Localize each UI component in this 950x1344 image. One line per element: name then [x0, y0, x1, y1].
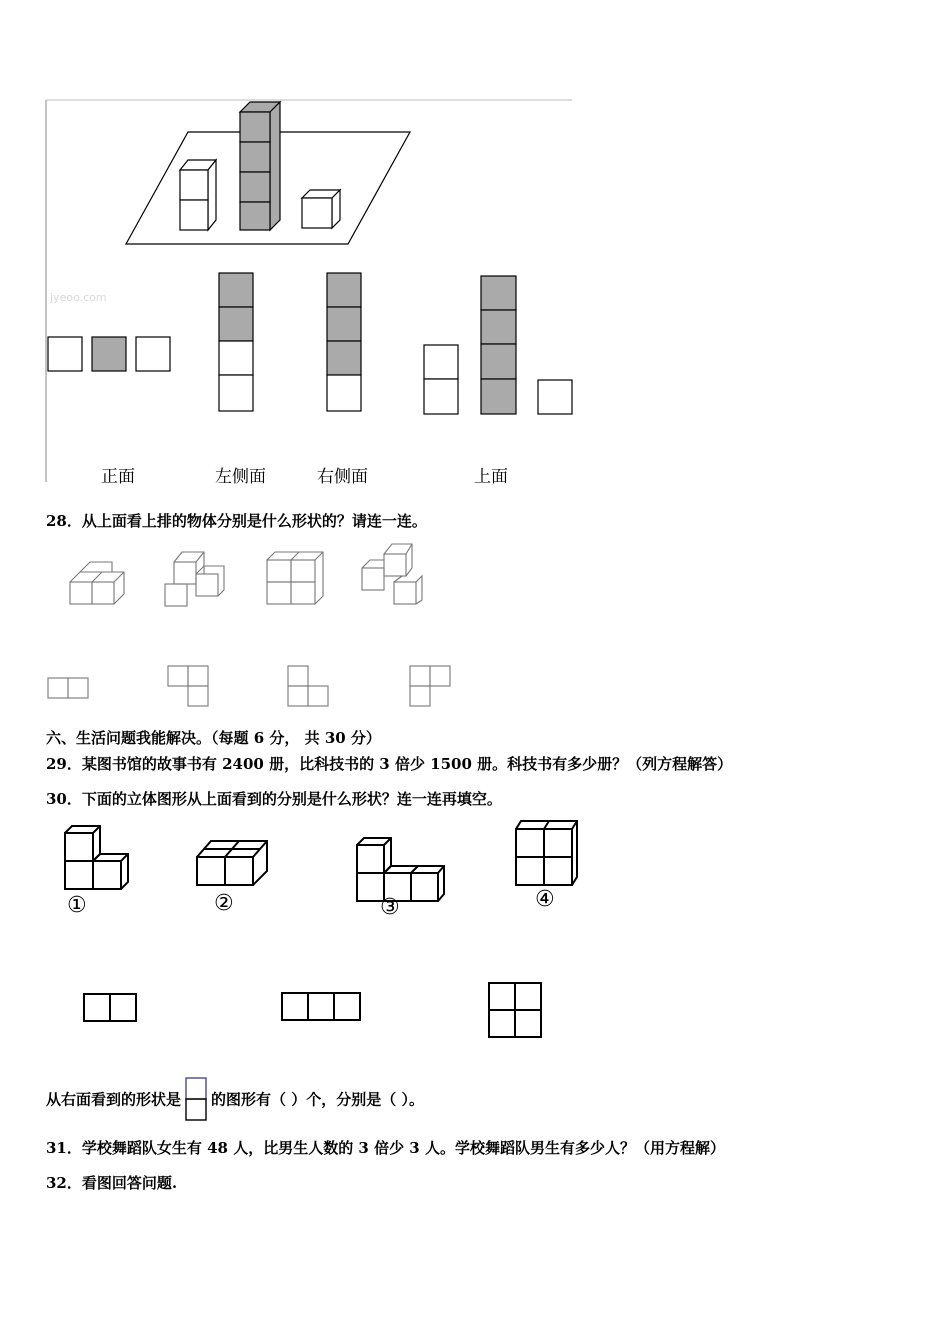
blocks-on-plane-figure	[0, 0, 950, 260]
label-front: 正面	[101, 467, 135, 487]
question-29: 29．某图书馆的故事书有 2400 册，比科技书的 3 倍少 1500 册。科技书有多少册？（列方程解答）	[46, 755, 733, 773]
watermark: jyeoo.com	[50, 291, 107, 304]
question-32: 32．看图回答问题.	[46, 1174, 178, 1192]
question-28: 28．从上面看上排的物体分别是什么形状的？请连一连。	[46, 512, 427, 530]
label-right-side: 右侧面	[317, 467, 368, 487]
q28-solid-figures	[0, 540, 950, 620]
q30-fill-before: 从右面看到的形状是	[46, 1090, 182, 1109]
q30-label-1: ①	[67, 893, 87, 918]
q30-label-4: ④	[535, 887, 555, 912]
q30-label-3: ③	[380, 895, 400, 920]
question-31: 31．学校舞蹈队女生有 48 人，比男生人数的 3 倍少 3 人。学校舞蹈队男生有多少人？（用方程解）	[46, 1139, 725, 1157]
q30-fill-after: 的图形有（ ）个，分别是（ ）。	[211, 1090, 424, 1109]
section-6-heading: 六、生活问题我能解决。（每题 6 分， 共 30 分）	[46, 729, 381, 747]
label-left-side: 左侧面	[215, 467, 266, 487]
label-top: 上面	[474, 467, 508, 487]
q30-top-views	[0, 980, 950, 1040]
q30-fill-blank	[46, 1077, 424, 1121]
q30-solid-figures	[0, 815, 950, 895]
question-30: 30．下面的立体图形从上面看到的分别是什么形状？连一连再填空。	[46, 790, 502, 808]
q28-top-views	[0, 660, 950, 710]
q30-label-2: ②	[214, 891, 234, 916]
vertical-two-square-icon	[184, 1077, 208, 1121]
view-shapes	[0, 260, 950, 430]
